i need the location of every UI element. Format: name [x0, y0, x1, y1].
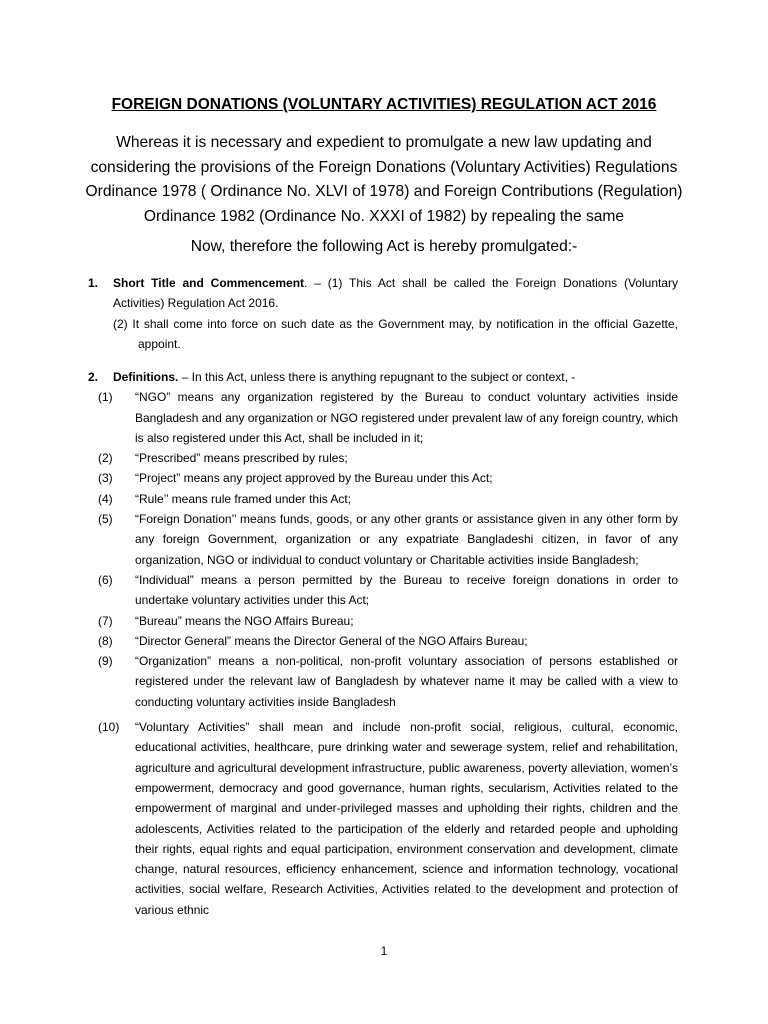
- section-number: 1.: [88, 276, 99, 290]
- definition-clause: [98, 717, 678, 920]
- section-text: . – (1) This Act shall be called the Foreign Donations (Voluntary Activities) Regulation Act 2016.: [113, 276, 678, 311]
- section-text: – In this Act, unless there is anything repugnant to the subject or context, -: [178, 370, 576, 384]
- definition-clause: [98, 468, 678, 488]
- clause-number: (2): [98, 451, 113, 466]
- clause-text: “NGO” means any organization registered by the Bureau to conduct voluntary activities inside Bangladesh and any organization or NGO registered under prevalent law of any foreign country, which is also registered under this Act, shall be included in it;: [135, 390, 678, 445]
- definition-list: [98, 387, 678, 920]
- proclamation: Now, therefore the following Act is hereby promulgated:-: [190, 238, 578, 255]
- section-2-intro: [113, 367, 678, 387]
- clause-number: (6): [98, 572, 113, 587]
- clause-number: (10): [98, 720, 120, 735]
- definition-clause: [98, 631, 678, 651]
- clause-number: (5): [98, 512, 113, 527]
- definition-clause: [98, 611, 678, 631]
- section-1-para-2: (2) It shall come into force on such date as the Government may, by notification in the official Gazette, appoint.: [113, 316, 678, 351]
- preamble: Whereas it is necessary and expedient to promulgate a new law updating and considering the provisions of the Foreign Donations (Voluntary Activities) Regulations Ordinance 1978 ( Ordinance No. XLVI of 1978) and Foreign Contributions (Regulation) Ordinance 1982 (Ordinance No. XXXI of 1982) by repealing the same: [85, 134, 683, 225]
- definition-clause: [98, 570, 678, 611]
- clause-text: “Individual” means a person permitted by the Bureau to receive foreign donations in order to undertake voluntary activities under this Act;: [135, 572, 678, 608]
- clause-text: “Organization” means a non-political, non-profit voluntary association of persons established or registered under the relevant law of Bangladesh by whatever name it may be called with a view to conducting voluntary activities inside Bangladesh: [135, 654, 678, 709]
- clause-number: (8): [98, 633, 113, 648]
- clause-number: (7): [98, 613, 113, 628]
- page-number: 1: [380, 944, 388, 958]
- clause-number: (9): [98, 654, 113, 669]
- definition-clause: [98, 509, 678, 570]
- clause-number: (1): [98, 390, 113, 405]
- clause-number: (3): [98, 471, 113, 486]
- definition-clause: [98, 651, 678, 712]
- section-1-para-1: [113, 273, 678, 314]
- document-title: FOREIGN DONATIONS (VOLUNTARY ACTIVITIES) REGULATION ACT 2016: [111, 96, 657, 113]
- section-heading: Short Title and Commencement: [113, 276, 305, 290]
- section-heading: Definitions.: [113, 370, 179, 384]
- definition-clause: [98, 387, 678, 448]
- clause-text: “Bureau” means the NGO Affairs Bureau;: [135, 613, 354, 628]
- clause-text: “Voluntary Activities” shall mean and include non-profit social, religious, cultural, economic, educational activities, healthcare, pure drinking water and sewerage system, relief and rehabilitation, agriculture and agricultural development infrastructure, public awareness, poverty alleviation, women’s empowerment, democracy and good governance, human rights, secularism, Activities related to the empowerment of marginal and under-privileged masses and upholding their rights, children and the adolescents, Activities related to the participation of the elderly and retarded people and upholding their rights, equal rights and equal participation, environment conservation and development, climate change, natural resources, efficiency enhancement, science and information technology, vocational activities, social welfare, Research Activities, Activities related to the development and protection of various ethnic: [135, 720, 678, 917]
- clause-text: “Project” means any project approved by the Bureau under this Act;: [135, 471, 493, 486]
- clause-text: “Foreign Donation’’ means funds, goods, or any other grants or assistance given in any other form by any foreign Government, organization or any expatriate Bangladeshi citizen, in favor of any organization, NGO or individual to conduct voluntary or Charitable activities inside Bangladesh;: [135, 512, 678, 567]
- clause-text: “Rule’’ means rule framed under this Act;: [135, 491, 352, 506]
- section-number: 2.: [88, 370, 99, 384]
- definition-clause: [98, 448, 678, 468]
- definition-clause: [98, 489, 678, 509]
- section-2: [88, 367, 678, 920]
- clause-number: (4): [98, 491, 113, 506]
- clause-text: “Director General” means the Director General of the NGO Affairs Bureau;: [135, 633, 528, 648]
- section-1: [88, 273, 678, 354]
- clause-text: “Prescribed” means prescribed by rules;: [135, 451, 348, 466]
